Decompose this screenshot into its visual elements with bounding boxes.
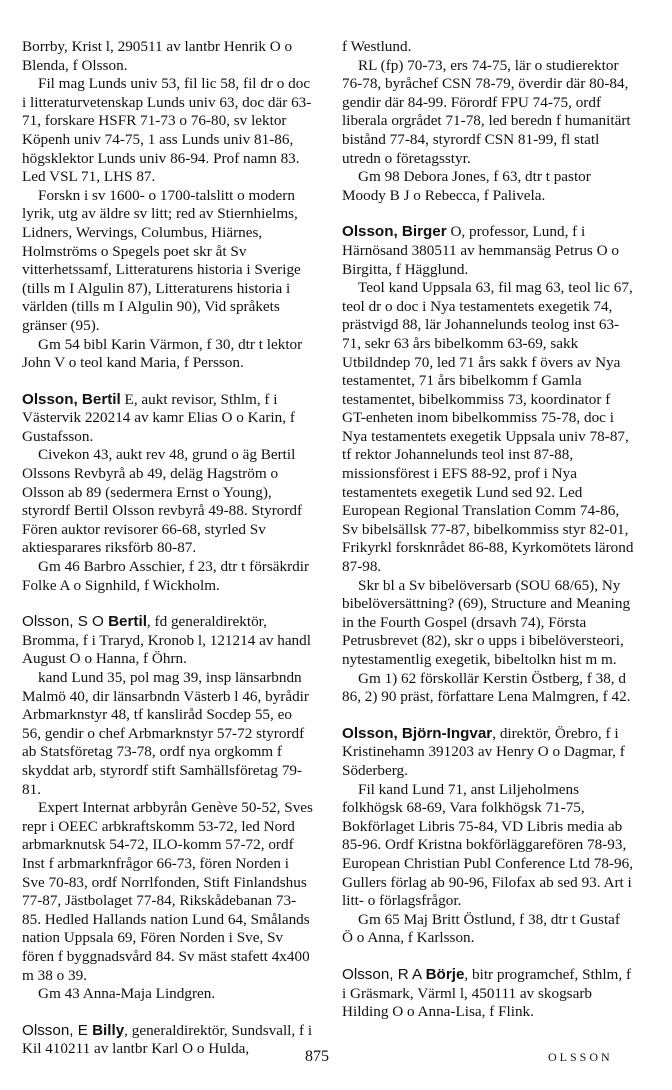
entry-name: Börje — [425, 965, 465, 983]
entry-name: Olsson, Birger — [342, 223, 447, 241]
entry-olsson-bertil-e — [22, 391, 314, 596]
entry-prefix: Olsson, E — [22, 1021, 93, 1039]
entry-text: RL (fp) 70-73, ers 74-75, lär o studierektor 76-78, byråchef CSN 78-79, överdir där 80-84, gendir där 84-99. Förordf FPU 74-75, ordf liberala orgrådet 71-78, led beredn f humanitärt bistånd 77-84, styrordf CSN 81-99, fl statl utredn o företagsstyr. — [342, 56, 631, 167]
entry-heading — [342, 223, 634, 279]
entry-heading — [342, 725, 634, 781]
page-number: 875 — [305, 1048, 329, 1065]
entry-text: Gm 1) 62 förskollär Kerstin Östberg, f 38, d 86, 2) 90 präst, författare Lena Malmgren, f 42. — [342, 669, 631, 706]
entry-prefix: Olsson, R A — [342, 965, 426, 983]
entry-text: Fil kand Lund 71, anst Liljeholmens folkhögsk 68-69, Vara folkhögsk 71-75, Bokförlaget Libris 75-84, VD Libris media ab 85-96. Ordf Kristna bokförläggarefören 78-93, European Christian Publ Conference Ltd 78-96, Gullers förlag ab 90-96, Filofax ab sed 93. Art i litt- o förlagsfrågor. — [342, 780, 634, 910]
entry-olsson-e-billy — [22, 1022, 314, 1059]
running-head: OLSSON — [548, 1050, 613, 1064]
left-column — [22, 38, 314, 1059]
entry-text: f Westlund. — [342, 38, 412, 55]
entry-olsson-birger — [342, 223, 634, 706]
entry-head: , direktör, Örebro, f i Kristinehamn 391203 av Henry O o Dagmar, f Söderberg. — [342, 724, 625, 779]
entry-text: Gm 46 Barbro Asschier, f 23, dtr t försäkrdir Folke A o Signhild, f Wickholm. — [22, 558, 310, 594]
entry-name: Olsson, Bertil — [22, 390, 121, 408]
entry-text: Fil mag Lunds univ 53, fil lic 58, fil dr o doc i litteraturvetenskap Lunds univ 63, doc där 63-71, forskare HSFR 71-73 o 76-80, sv lektor Köpenh univ 74-75, 1 ass Lunds univ 81-86, högsklektor Lunds univ 86-94. Prof namn 83. Led VSL 71, LHS 87. — [22, 75, 312, 186]
entry-name: Olsson, Björn-Ingvar — [342, 724, 493, 742]
entry-text: kand Lund 35, pol mag 39, insp länsarbndn Malmö 40, dir länsarbndn Västerb l 46, byrådir Arbmarknstyr 48, tf kansliråd Socdep 55, eo 56, gendir o chef Arbmarknstyr 57-72 styrordf ab Statsföretag 73-78, ordf nya orgkomm f skyddat arb, styrordf stift Samhällsföretag 79-81. — [22, 669, 309, 798]
entry-olsson-s-o-bertil — [22, 613, 314, 1003]
entry-olsson-r-a-borje — [342, 966, 634, 1022]
entry-head: , fd generaldirektör, Bromma, f i Traryd, Kronob l, 121214 av handl August O o Hanna, f Öhrn. — [22, 613, 311, 668]
entry-continued — [342, 38, 634, 205]
entry-heading — [22, 613, 314, 669]
entry-name: Bertil — [108, 613, 147, 631]
entry-head: O, professor, Lund, f i Härnösand 380511 av hemmansäg Petrus O o Birgitta, f Hägglund. — [342, 223, 619, 278]
entry-text: Gm 98 Debora Jones, f 63, dtr t pastor Moody B J o Rebecca, f Palivela. — [342, 168, 591, 204]
right-column — [342, 38, 634, 1022]
entry-text: Expert Internat arbbyrån Genève 50-52, Sves repr i OEEC arbkraftskomm 53-72, led Nord arbmarknutsk 54-72, ILO-komm 57-72, ordf Inst f arbmarknfrågor 66-73, fören Norden i Sve 70-83, ordf Norrlfonden, Stift Finlandshus 77-87, Jästbolaget 77-84, Rikskådebanan 73-85. Hedled Hallands nation Lund 64, Smålands nation Uppsala 69, Fören Norden i Sve, Sv fören f byggnadsvård 84. Sv mäst stafett 4x400 m 38 o 39. — [22, 799, 313, 984]
entry-olsson-bjorn-ingvar — [342, 725, 634, 948]
entry-head: E, aukt revisor, Sthlm, f i Västervik 220214 av kamr Elias O o Karin, f Gustafsson. — [22, 390, 295, 445]
entry-prefix: Olsson, S O — [22, 613, 109, 631]
entry-text: Gm 54 bibl Karin Värmon, f 30, dtr t lektor John V o teol kand Maria, f Persson. — [22, 335, 303, 372]
entry-text: Skr bl a Sv bibelöversarb (SOU 68/65), Ny bibelöversättning? (69), Structure and Meaning in the Fourth Gospel (drsavh 74), Första Petrusbrevet (82), skr o upps i bibelöversteori, nytestamentlig exegetik, bibeltolkn hist m m. — [342, 576, 631, 668]
entry-heading — [22, 391, 314, 447]
entry-text: Teol kand Uppsala 63, fil mag 63, teol lic 67, teol dr o doc i Nya testamentets exegetik 74, prästvigd 88, lär Johannelunds teolog inst 63-71, sekr 63 års bibelkomm 63-69, sakk Utbildndep 70, led 71 års sakk f övers av Nya testamentet, 71 års bibelkomm f Gamla testamentet, bibelkommiss 73, koordinator f GT-enheten inom bibelkommiss 75-78, doc i Nya testamentets exegetik Uppsala univ 78-87, tf rektor Johannelunds teol inst 87-88, missionsförest i EFS 88-92, prof i Nya testamentets exegetik Lund sed 92. Led European Regional Translation Comm 74-86, Sv bibelsällsk 77-87, bibelkommiss styr 82-01, Frikyrkl forsknrådet 86-88, Kyrkomötets lärond 87-98. — [342, 279, 634, 576]
entry-continued — [22, 38, 314, 373]
entry-head: , bitr programchef, Sthlm, f i Gräsmark, Värml l, 450111 av skogsarb Hilding O o Anna-Lisa, f Flink. — [342, 965, 632, 1021]
entry-text: Borrby, Krist l, 290511 av lantbr Henrik O o Blenda, f Olsson. — [22, 38, 293, 74]
entry-heading — [342, 966, 634, 1022]
entry-name: Billy — [92, 1021, 125, 1039]
entry-text: Gm 43 Anna-Maja Lindgren. — [38, 985, 216, 1003]
entry-head: , generaldirektör, Sundsvall, f i Kil 410211 av lantbr Karl O o Hulda, — [22, 1021, 313, 1058]
entry-text: Civekon 43, aukt rev 48, grund o äg Bertil Olssons Revbyrå ab 49, deläg Hagström o Olsson ab 89 (sedermera Ernst o Young), styrordf Bertil Olsson revbyrå 49-88. Styrordf Fören auktor revisorer 66-68, styrled Sv aktiesparares riksförb 80-87. — [22, 446, 303, 557]
entry-heading — [22, 1022, 314, 1059]
entry-text: Forskn i sv 1600- o 1700-talslitt o modern lyrik, utg av äldre sv litt; red av Stiernhielms, Lidners, Wervings, Columbus, Hiärnes, Holmströms o Spegels poet skr åt Sv vitterhetssamf, Litteraturens historia i Sverige (tills m I Algulin 87), Litteraturens historia i världen (tills m I Algulin 90), Vid språkets gränser (95). — [22, 186, 301, 334]
entry-text: Gm 65 Maj Britt Östlund, f 38, dtr t Gustaf Ö o Anna, f Karlsson. — [342, 910, 620, 947]
